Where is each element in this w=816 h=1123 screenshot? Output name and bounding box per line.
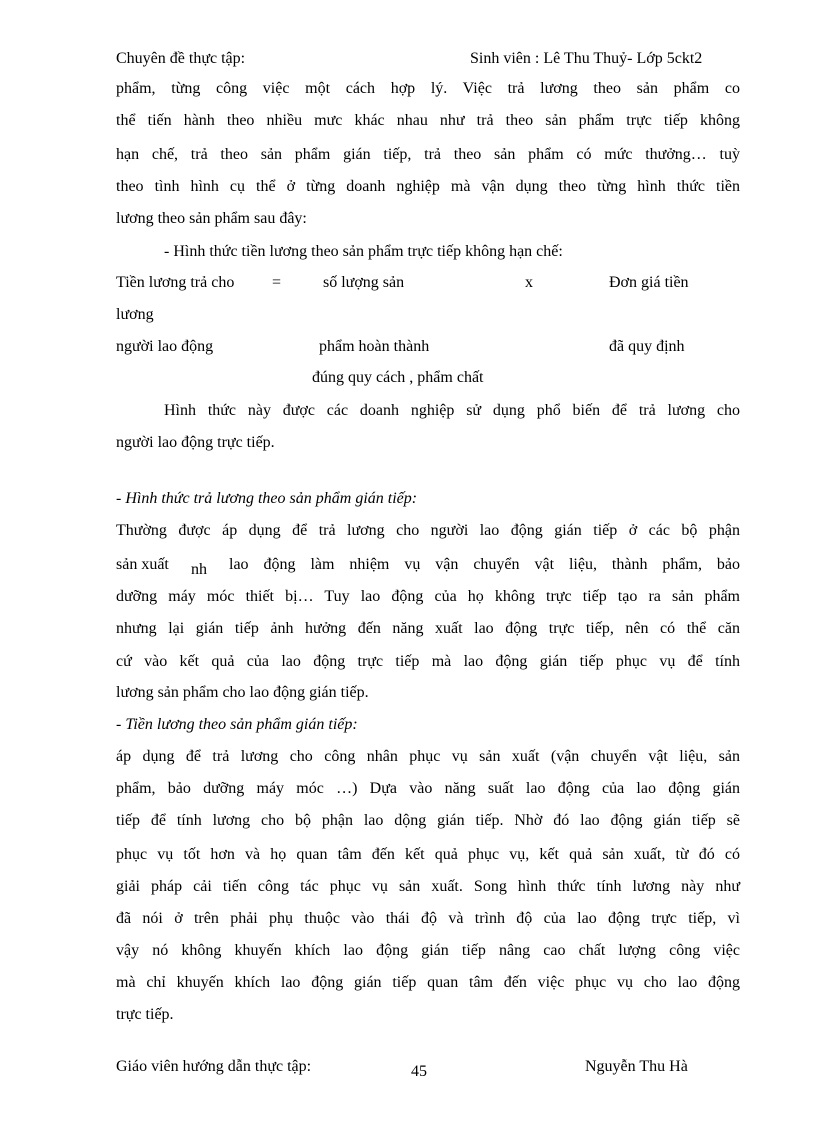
text-fragment: nh xyxy=(191,561,207,578)
page-number: 45 xyxy=(411,1063,427,1080)
formula-left-1: Tiền lương trả cho xyxy=(116,274,235,291)
text-line: giải pháp cải tiến công tác phục vụ sản xuất. Song hình thức tính lương này như xyxy=(116,878,740,895)
header-right: Sinh viên : Lê Thu Thuỷ- Lớp 5ckt2 xyxy=(470,50,703,67)
text-line: nhưng lại gián tiếp ảnh hưởng đến năng xuất lao động trực tiếp, nên có thể căn xyxy=(116,620,740,637)
indirect-heading: - Hình thức trả lương theo sản phẩm gián tiếp: xyxy=(116,490,418,507)
formula-middle-2: phẩm hoàn thành xyxy=(319,338,430,355)
text-line: mà chỉ khuyến khích lao động gián tiếp quan tâm đến việc phục vụ cho lao động xyxy=(116,974,740,991)
text-line: vậy nó không khuyến khích lao động gián tiếp nâng cao chất lượng công việc xyxy=(116,942,740,959)
text-line: đã nói ở trên phải phụ thuộc vào thái độ và trình độ của lao động trực tiếp, vì xyxy=(116,910,740,927)
direct-heading: - Hình thức tiền lương theo sản phẩm trực tiếp không hạn chế: xyxy=(164,243,563,260)
footer-left: Giáo viên hướng dẫn thực tập: xyxy=(116,1058,312,1075)
formula-right-2: đã quy định xyxy=(609,338,685,355)
formula-right-1: Đơn giá tiền xyxy=(609,274,689,291)
text-line: phục vụ tốt hơn và họ quan tâm đến kết quả phục vụ, kết quả sản xuất, từ đó có xyxy=(116,846,740,863)
footer-right: Nguyễn Thu Hà xyxy=(585,1058,688,1075)
text-line: Hình thức này được các doanh nghiệp sử dụng phổ biến để trả lương cho xyxy=(164,402,740,419)
formula-times: x xyxy=(525,274,533,291)
text-fragment: sản xuất xyxy=(116,556,169,573)
text-line: thể tiến hành theo nhiều mưc khác nhau như trả theo sản phẩm trực tiếp không xyxy=(116,112,740,129)
text-line: hạn chế, trả theo sản phẩm gián tiếp, trả theo sản phẩm có mức thưởng… tuỳ xyxy=(116,146,740,163)
indirect-salary-heading: - Tiền lương theo sản phẩm gián tiếp: xyxy=(116,716,358,733)
text-line: lương theo sản phẩm sau đây: xyxy=(116,210,307,227)
formula-left-2: lương xyxy=(116,306,154,323)
text-line: áp dụng để trả lương cho công nhân phục vụ sản xuất (vận chuyển vật liệu, sản xyxy=(116,748,740,765)
formula-left-3: người lao động xyxy=(116,338,214,355)
text-line: theo tình hình cụ thể ở từng doanh nghiệp mà vận dụng theo từng hình thức tiền xyxy=(116,178,740,195)
formula-middle-1: số lượng sản xyxy=(323,274,405,291)
text-line: trực tiếp. xyxy=(116,1006,174,1023)
text-line: phẩm, bảo dưỡng máy móc …) Dựa vào năng suất lao động của lao động gián xyxy=(116,780,740,797)
text-line: tiếp để tính lương cho bộ phận lao dộng gián tiếp. Nhờ đó lao động gián tiếp sẽ xyxy=(116,812,740,829)
text-line: người lao động trực tiếp. xyxy=(116,434,275,451)
text-line: Thường được áp dụng để trả lương cho người lao động gián tiếp ở các bộ phận xyxy=(116,522,740,539)
formula-equals: = xyxy=(272,274,282,291)
text-line: cứ vào kết quả của lao động trực tiếp mà lao động gián tiếp phục vụ để tính xyxy=(116,653,740,670)
text-fragment: lao động làm nhiệm vụ vận chuyển vật liệu, thành phẩm, bảo xyxy=(229,556,740,573)
text-line: phẩm, từng công việc một cách hợp lý. Việc trả lương theo sản phẩm co xyxy=(116,80,740,97)
text-line: dưỡng máy móc thiết bị… Tuy lao động của họ không trực tiếp tạo ra sản phẩm xyxy=(116,588,740,605)
header-left: Chuyên đề thực tập: xyxy=(116,50,246,67)
text-line: lương sản phẩm cho lao động gián tiếp. xyxy=(116,684,369,701)
formula-middle-3: đúng quy cách , phẩm chất xyxy=(312,369,484,386)
